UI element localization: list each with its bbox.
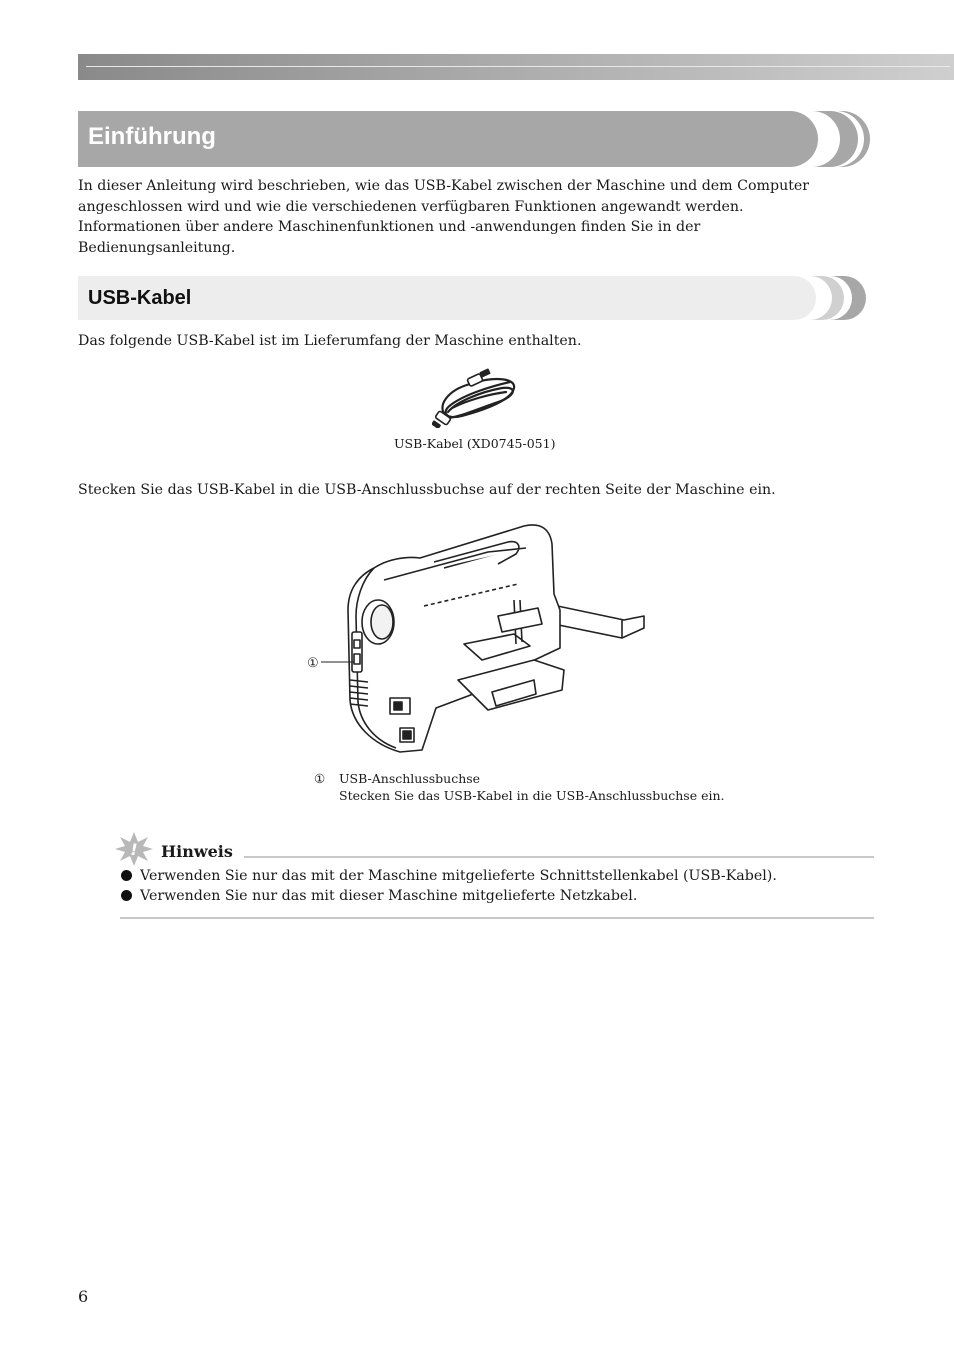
chapter-title: Einführung <box>88 123 216 150</box>
sewing-machine-illustration <box>338 520 648 754</box>
page-number: 6 <box>78 1287 89 1306</box>
note-title: Hinweis <box>161 842 233 861</box>
callout-marker: ① <box>314 771 326 786</box>
intro-line: Informationen über andere Maschinenfunktionen und -anwendungen finden Sie in der <box>78 219 701 235</box>
instruction-text: Stecken Sie das USB-Kabel in die USB-Anschlussbuchse auf der rechten Seite der Maschine ein. <box>78 482 776 498</box>
note-list-item <box>121 886 637 906</box>
svg-text:!: ! <box>130 840 138 859</box>
note-item-text: Verwenden Sie nur das mit dieser Maschine mitgelieferte Netzkabel. <box>140 888 638 904</box>
intro-line: angeschlossen wird und wie die verschiedenen verfügbaren Funktionen angewandt werden. <box>78 198 744 215</box>
header-bar <box>78 54 954 80</box>
callout-leader-line <box>321 658 355 666</box>
intro-paragraph <box>78 176 878 258</box>
note-bottom-rule <box>120 917 874 919</box>
callout-marker-figure: ① <box>307 656 319 671</box>
chapter-heading-decoration <box>812 111 872 167</box>
callout-description: Stecken Sie das USB-Kabel in die USB-Anschlussbuchse ein. <box>339 788 725 803</box>
note-burst-icon <box>114 831 154 867</box>
note-item-text: Verwenden Sie nur das mit der Maschine mitgelieferte Schnittstellenkabel (USB-Kabel). <box>140 868 777 884</box>
cable-caption: USB-Kabel (XD0745-051) <box>394 436 556 451</box>
bullet-icon <box>121 870 132 881</box>
note-list-item <box>121 866 777 886</box>
intro-line: Bedienungsanleitung. <box>78 239 236 256</box>
usb-cable-illustration <box>432 366 524 428</box>
note-top-rule <box>244 856 874 858</box>
section-title: USB-Kabel <box>88 287 192 309</box>
intro-line: In dieser Anleitung wird beschrieben, wie das USB-Kabel zwischen der Maschine und dem Computer <box>78 178 810 194</box>
bullet-icon <box>121 890 132 901</box>
included-text: Das folgende USB-Kabel ist im Lieferumfang der Maschine enthalten. <box>78 333 582 349</box>
callout-label: USB-Anschlussbuchse <box>339 771 481 786</box>
section-heading-decoration <box>810 276 868 320</box>
